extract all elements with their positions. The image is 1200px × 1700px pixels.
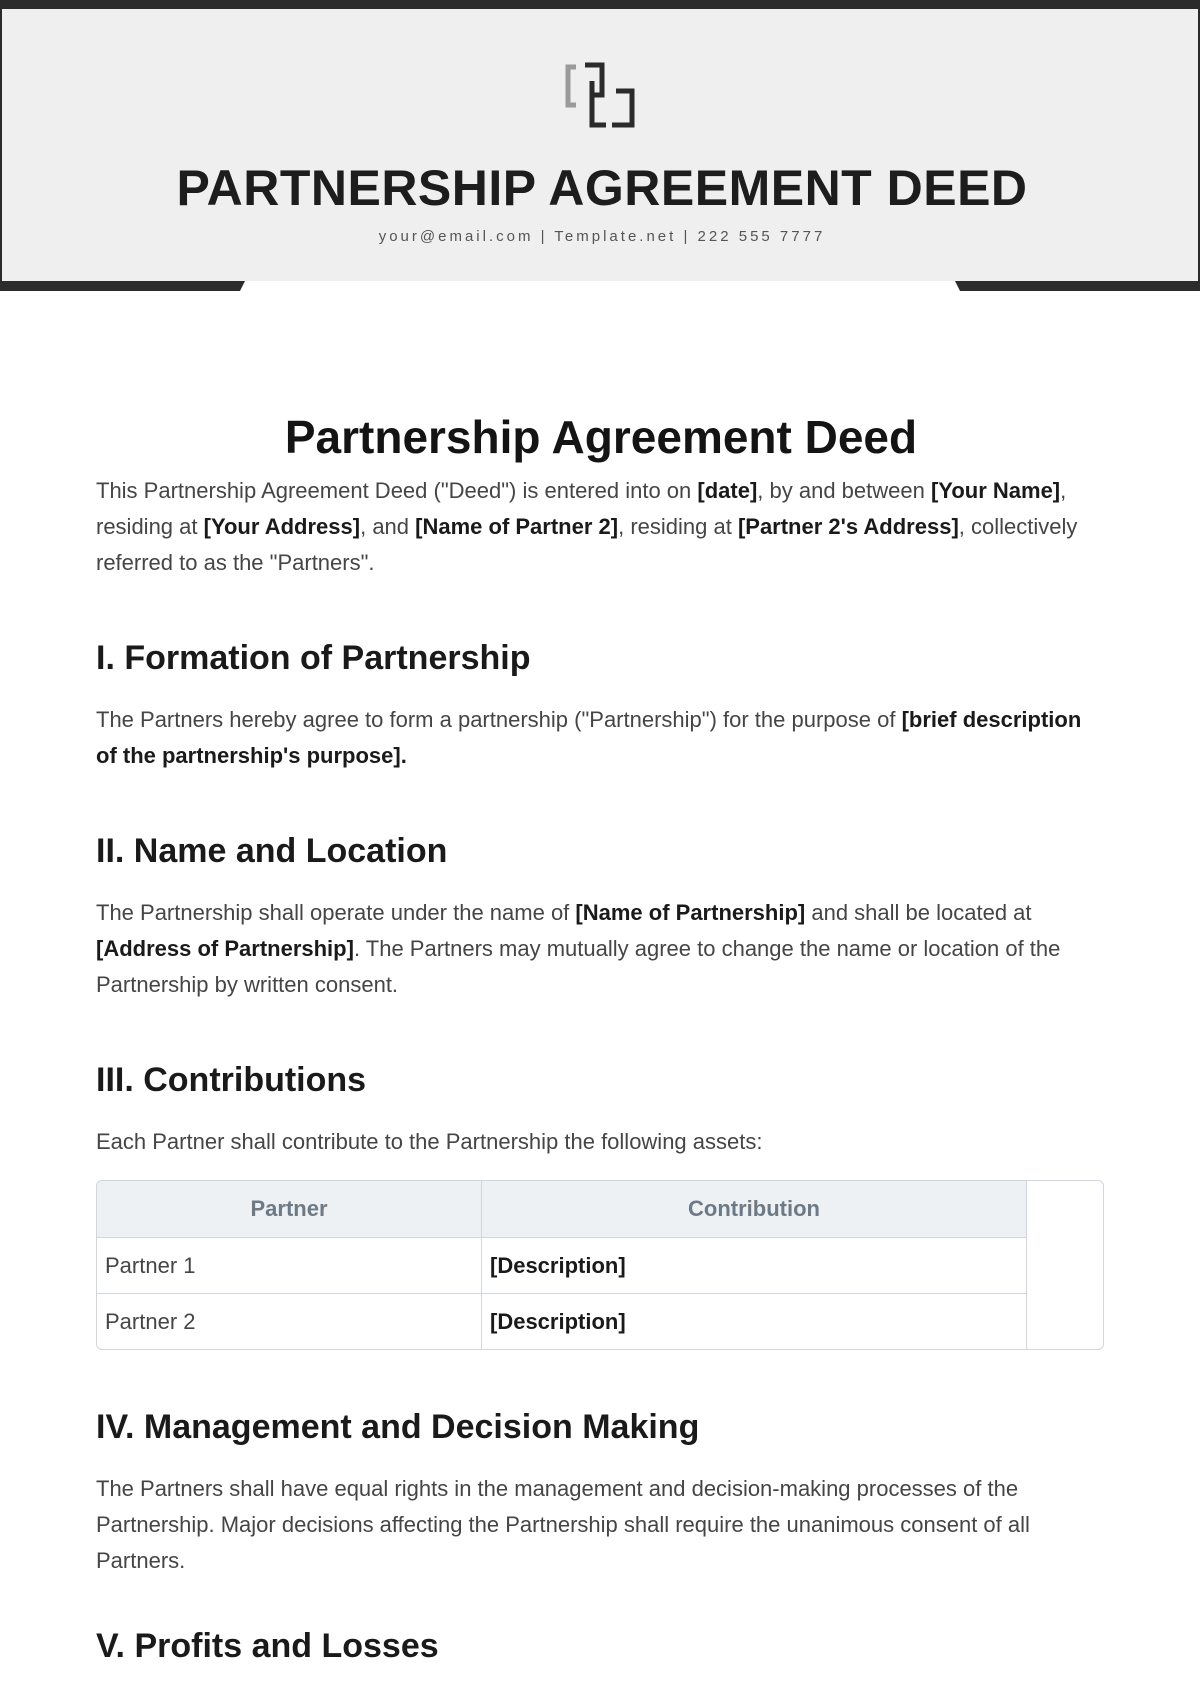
contact-info: your@email.com | Template.net | 222 555 7777 (378, 228, 826, 245)
document-body (96, 405, 1106, 1666)
header-bottom-border (0, 281, 1200, 291)
section-text-formation: The Partners hereby agree to form a partnership ("Partnership") for the purpose of [brief description of the partnership's purpose]. (96, 707, 1082, 768)
table-header-row (97, 1181, 1027, 1238)
section-heading-profits-losses: V. Profits and Losses (96, 1627, 439, 1665)
section-text-contributions: Each Partner shall contribute to the Partnership the following assets: (96, 1129, 763, 1154)
intro-paragraph: This Partnership Agreement Deed ("Deed") is entered into on [date], by and between [Your Name], residing at [Your Address], and [Name of Partner 2], residing at [Partner 2's Address], collectively referred to as the "Partners". (96, 478, 1078, 575)
brand-title: PARTNERSHIP AGREEMENT DEED (176, 160, 1028, 216)
section-text-name-location: The Partnership shall operate under the name of [Name of Partnership] and shall be located at [Address of Partnership]. The Partners may mutually agree to change the name or location of the Partnership by written consent. (96, 900, 1061, 997)
table-cell-partner: Partner 1 (97, 1238, 482, 1294)
table-cell-contribution: [Description] (482, 1238, 1027, 1294)
table-cell-partner: Partner 2 (97, 1294, 482, 1350)
table-row (97, 1294, 1027, 1350)
section-heading-contributions: III. Contributions (96, 1061, 367, 1099)
section-heading-formation: I. Formation of Partnership (96, 639, 531, 677)
top-border (0, 0, 1200, 9)
contributions-table (96, 1180, 1104, 1350)
table-header-partner: Partner (97, 1181, 482, 1238)
table-cell-contribution: [Description] (482, 1294, 1027, 1350)
section-heading-name-location: II. Name and Location (96, 832, 448, 870)
document-header (0, 9, 1200, 281)
table-header-contribution: Contribution (482, 1181, 1027, 1238)
table-row (97, 1238, 1027, 1294)
document-title: Partnership Agreement Deed (284, 411, 918, 463)
brand-logo-icon (562, 59, 642, 139)
section-heading-management: IV. Management and Decision Making (96, 1408, 700, 1446)
section-text-management: The Partners shall have equal rights in the management and decision-making processes of the Partnership. Major decisions affecting the Partnership shall require the unanimous consent of all Partners. (96, 1476, 1030, 1573)
